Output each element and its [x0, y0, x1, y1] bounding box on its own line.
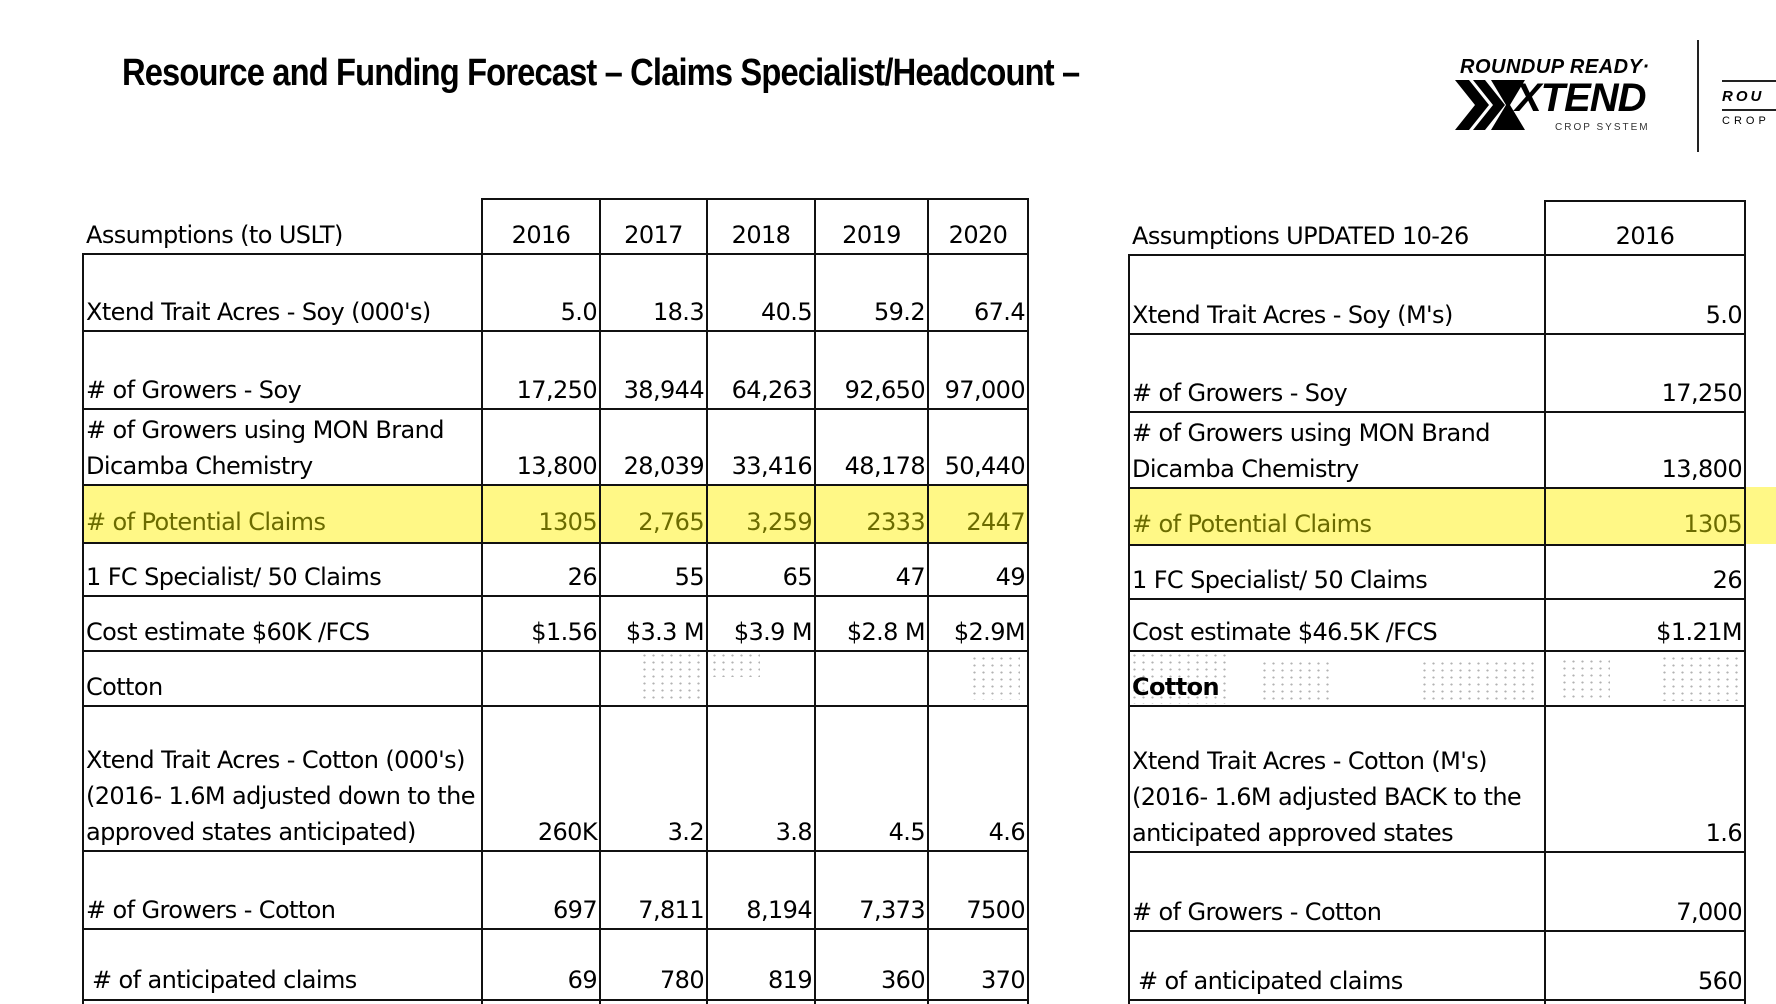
table-cell: 33,416 — [731, 452, 812, 480]
table-cell: 1305 — [538, 508, 597, 536]
table-cell: 17,250 — [1661, 379, 1742, 407]
table-cell: 780 — [659, 966, 704, 994]
table-cell: 50,440 — [944, 452, 1025, 480]
table-cell: 7,373 — [859, 896, 925, 924]
table-cell: 69 — [567, 966, 597, 994]
table-cell: 3.2 — [667, 818, 704, 846]
table-cell: 40.5 — [760, 298, 812, 326]
table-cell: 5.0 — [1705, 301, 1742, 329]
table-cell: 13,800 — [516, 452, 597, 480]
column-header-year: 2017 — [624, 221, 683, 249]
logo-brand-line: ROUNDUP READY· — [1460, 56, 1650, 78]
row-label: Xtend Trait Acres - Cotton (M's)(2016- 1.6M adjusted BACK to the anticipated approved states — [1132, 747, 1522, 847]
table-cell: 1305 — [1683, 510, 1742, 538]
grid-line — [1128, 851, 1746, 853]
table-cell: 92,650 — [844, 376, 925, 404]
row-label: # of Growers - Cotton — [86, 896, 336, 924]
table-cell: 7,811 — [638, 896, 704, 924]
table-cell: 7500 — [966, 896, 1025, 924]
table-cell: 97,000 — [944, 376, 1025, 404]
section-label-cotton: Cotton — [1132, 673, 1220, 701]
table-cell: 18.3 — [652, 298, 704, 326]
section-label-cotton: Cotton — [86, 673, 163, 701]
table-cell: 65 — [782, 563, 812, 591]
scan-noise — [1560, 658, 1610, 702]
table-cell: 49 — [995, 563, 1025, 591]
row-label: # of Growers - Cotton — [1132, 898, 1382, 926]
grid-line — [1128, 254, 1746, 256]
table-cell: 48,178 — [844, 452, 925, 480]
grid-line — [1744, 200, 1746, 1004]
table-cell: 67.4 — [973, 298, 1025, 326]
grid-line — [1128, 650, 1746, 652]
table-cell: 3,259 — [746, 508, 812, 536]
column-header-year: 2016 — [511, 221, 571, 249]
row-label: Xtend Trait Acres - Cotton (000's)(2016- 1.6M adjusted down to the approved states anticipated) — [86, 746, 475, 846]
table-cell: $2.8 M — [846, 618, 925, 646]
table-cell: 28,039 — [623, 452, 704, 480]
grid-line — [1128, 999, 1746, 1001]
table-header-label: Assumptions (to USLT) — [86, 221, 343, 249]
table-cell: $3.9 M — [733, 618, 812, 646]
row-label: Cost estimate $46.5K /FCS — [1132, 618, 1438, 646]
table-cell: $1.21M — [1656, 618, 1742, 646]
table-cell: 819 — [767, 966, 812, 994]
table-cell: 59.2 — [873, 298, 925, 326]
scan-noise — [1660, 655, 1745, 701]
table-cell: 5.0 — [560, 298, 597, 326]
table-cell: 13,800 — [1661, 455, 1742, 483]
table-cell: 360 — [880, 966, 925, 994]
table-cell: 260K — [537, 818, 597, 846]
row-label: # of Growers - Soy — [86, 376, 302, 404]
row-label: # of anticipated claims — [1138, 967, 1403, 995]
table-cell: $3.3 M — [625, 618, 704, 646]
table-cell: $1.56 — [531, 618, 597, 646]
table-cell: 26 — [567, 563, 597, 591]
secondary-tagline: CROP — [1722, 115, 1770, 127]
grid-line — [1128, 333, 1746, 335]
row-label: 1 FC Specialist/ 50 Claims — [86, 563, 382, 591]
row-label: # of Growers using MON Brand Dicamba Chemistry — [1132, 419, 1490, 483]
table-cell: 8,194 — [746, 896, 812, 924]
table-cell: 370 — [980, 966, 1025, 994]
table-cell: 560 — [1697, 967, 1742, 995]
table-cell: 2447 — [966, 508, 1025, 536]
table-cell: 47 — [895, 563, 925, 591]
grid-line — [1128, 598, 1746, 600]
table-cell: 697 — [552, 896, 597, 924]
row-label: # of Potential Claims — [86, 508, 326, 536]
column-header-year: 2018 — [731, 221, 791, 249]
logo-tagline: CROP SYSTEM — [1555, 122, 1650, 133]
row-label: # of Potential Claims — [1132, 510, 1372, 538]
table-cell: 2,765 — [638, 508, 704, 536]
grid-line — [1544, 200, 1746, 202]
column-header-year: 2020 — [948, 221, 1008, 249]
row-label: 1 FC Specialist/ 50 Claims — [1132, 566, 1428, 594]
logo-product: XTEND — [1515, 76, 1646, 120]
secondary-brand: ROU — [1722, 88, 1765, 105]
table-header-label: Assumptions UPDATED 10-26 — [1132, 222, 1469, 250]
table-cell: 55 — [674, 563, 704, 591]
grid-line — [1128, 487, 1746, 489]
row-label: Xtend Trait Acres - Soy (M's) — [1132, 301, 1453, 329]
column-header-year: 2019 — [842, 221, 901, 249]
row-label: # of anticipated claims — [92, 966, 357, 994]
table-cell: $2.9M — [953, 618, 1025, 646]
grid-line — [1128, 930, 1746, 932]
page-title: Resource and Funding Forecast – Claims Specialist/Headcount – — [122, 52, 1080, 94]
table-cell: 3.8 — [775, 818, 812, 846]
row-label: Xtend Trait Acres - Soy (000's) — [86, 298, 431, 326]
row-label: Cost estimate $60K /FCS — [86, 618, 370, 646]
table-cell: 4.6 — [988, 818, 1025, 846]
table-cell: 1.6 — [1705, 819, 1742, 847]
row-label: # of Growers - Soy — [1132, 379, 1348, 407]
table-cell: 17,250 — [516, 376, 597, 404]
grid-line — [1128, 544, 1746, 546]
table-cell: 64,263 — [731, 376, 812, 404]
table-cell: 2333 — [866, 508, 925, 536]
table-cell: 4.5 — [888, 818, 925, 846]
table-cell: 7,000 — [1676, 898, 1742, 926]
table-cell: 38,944 — [623, 376, 704, 404]
table-cell: 26 — [1712, 566, 1742, 594]
row-label: # of Growers using MON Brand Dicamba Chemistry — [86, 416, 444, 480]
column-header-year: 2016 — [1615, 222, 1675, 250]
